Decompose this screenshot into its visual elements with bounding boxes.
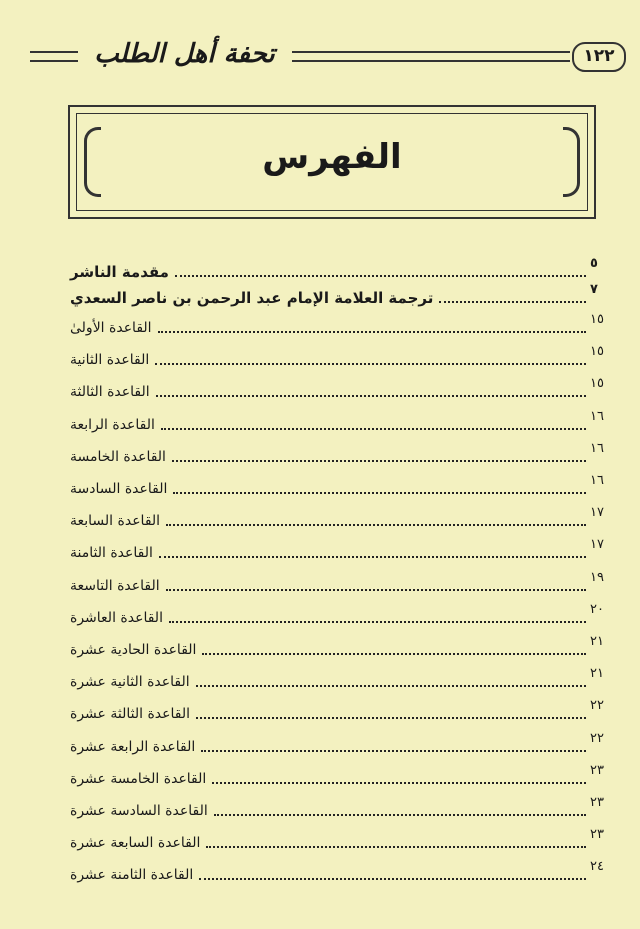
toc-entry: [70, 731, 616, 757]
toc-entry-label: ترجمة العلامة الإمام عبد الرحمن بن ناصر السعدي: [70, 289, 434, 307]
toc-entry: [70, 282, 616, 308]
toc-entry-label: القاعدة الرابعة عشرة: [70, 738, 196, 755]
toc-entry-label: القاعدة الثانية عشرة: [70, 674, 190, 691]
toc-leader-dots: [175, 275, 586, 277]
toc-leader-dots: [206, 846, 586, 848]
toc-leader-dots: [199, 878, 586, 880]
toc-entry-page: ٢٣: [590, 795, 604, 810]
toc-entry-page: ٢٣: [590, 762, 604, 778]
toc-leader-dots: [161, 428, 586, 430]
toc-entry: [70, 312, 616, 338]
toc-leader-dots: [166, 524, 586, 526]
toc-entry-page: ٢٣: [590, 827, 604, 843]
toc-leader-dots: [196, 685, 586, 687]
toc-entry-label: القاعدة السابعة: [70, 513, 161, 530]
toc-entry: [70, 505, 616, 531]
toc-entry: [70, 570, 616, 596]
toc-leader-dots: [212, 782, 586, 784]
toc-entry: [70, 634, 616, 660]
toc-entry-label: القاعدة السادسة عشرة: [70, 803, 208, 819]
toc-entry-page: ٥: [590, 256, 598, 271]
toc-entry-label: القاعدة الثانية: [70, 352, 150, 369]
toc-leader-dots: [439, 301, 586, 303]
toc-leader-dots: [156, 395, 586, 397]
toc-entry-label: القاعدة الثامنة: [70, 545, 153, 562]
toc-entry-label: القاعدة الخامسة: [70, 448, 166, 465]
toc-entry-page: ١٧: [590, 505, 604, 521]
toc-entry-page: ١٦: [590, 408, 604, 424]
toc-leader-dots: [201, 750, 586, 752]
toc-entry-page: ١٦: [590, 473, 604, 488]
toc-entry-label: القاعدة العاشرة: [70, 609, 163, 626]
toc-entry-label: القاعدة الثالثة عشرة: [70, 706, 190, 723]
toc-entry-page: ٢٤: [590, 859, 604, 875]
toc-entry: [70, 344, 616, 370]
toc-entry: [70, 409, 616, 435]
toc-entry-label: القاعدة الثامنة عشرة: [70, 867, 194, 884]
toc-leader-dots: [173, 492, 586, 494]
toc-entry-page: ١٦: [590, 440, 604, 456]
toc-entry: [70, 827, 616, 853]
running-header: [30, 40, 616, 80]
toc-entry: [70, 256, 616, 282]
toc-leader-dots: [166, 589, 586, 591]
page-number: ١٢٢: [572, 42, 626, 72]
toc-entry-label: القاعدة التاسعة: [70, 577, 160, 594]
title-frame: [68, 105, 596, 219]
toc-entry: [70, 602, 616, 628]
toc-entry: [70, 376, 616, 402]
page-title: الفهرس: [262, 137, 402, 177]
toc-entry-page: ٢١: [590, 634, 604, 649]
toc-entry-page: ٢٢: [590, 698, 604, 714]
toc-entry-label: القاعدة الخامسة عشرة: [70, 770, 207, 787]
toc-leader-dots: [196, 717, 586, 719]
toc-entry-page: ١٥: [590, 344, 604, 360]
toc-entry-label: القاعدة الثالثة: [70, 384, 150, 401]
toc-entry-label: القاعدة الأولىٰ: [70, 320, 152, 336]
toc-leader-dots: [202, 653, 586, 655]
toc-entry: [70, 441, 616, 467]
toc-entry-page: ١٥: [590, 376, 604, 392]
toc-entry: [70, 763, 616, 789]
header-rule-left: [30, 51, 78, 62]
toc-leader-dots: [158, 331, 586, 333]
toc-entry-label: القاعدة الحادية عشرة: [70, 642, 197, 658]
toc-entry: [70, 698, 616, 724]
header-rule-right: [292, 51, 570, 62]
toc-entry: [70, 859, 616, 885]
toc-entry-label: القاعدة السابعة عشرة: [70, 835, 201, 852]
book-title: تحفة أهل الطلب: [94, 39, 275, 69]
toc-entry-page: ٧: [590, 282, 598, 297]
toc-entry-page: ٢١: [590, 666, 604, 682]
toc-leader-dots: [172, 460, 586, 462]
toc-entry-page: ١٩: [590, 569, 604, 585]
toc-leader-dots: [214, 814, 586, 816]
toc-entry-page: ١٥: [590, 312, 604, 327]
toc-leader-dots: [169, 621, 586, 623]
toc-leader-dots: [159, 556, 586, 558]
toc-entry: [70, 473, 616, 499]
toc-leader-dots: [155, 363, 586, 365]
toc-entry-page: ١٧: [590, 537, 604, 553]
toc-entry-label: القاعدة السادسة: [70, 481, 168, 497]
toc-entry-label: القاعدة الرابعة: [70, 416, 155, 433]
toc-entry-page: ٢٢: [590, 730, 604, 746]
toc-entry-page: ٢٠: [590, 601, 604, 617]
toc-entry: [70, 795, 616, 821]
toc-entry: [70, 666, 616, 692]
toc-entry: [70, 537, 616, 563]
toc-entry-label: مقدمة الناشر: [70, 263, 169, 281]
